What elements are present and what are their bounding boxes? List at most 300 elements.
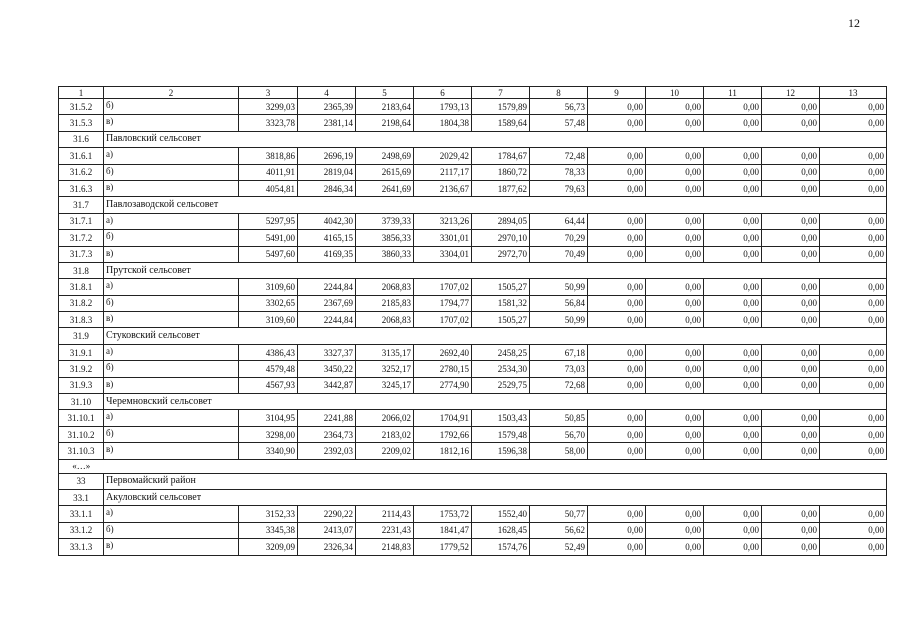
value-cell: 2136,67	[414, 180, 472, 196]
value-cell: 56,70	[530, 426, 588, 442]
value-cell: 1552,40	[472, 506, 530, 522]
district-title: Первомайский район	[104, 473, 887, 489]
value-cell: 0,00	[588, 410, 646, 426]
row-variant-label: в)	[104, 246, 239, 262]
value-cell: 0,00	[762, 522, 820, 538]
value-cell: 56,84	[530, 295, 588, 311]
row-code: 31.8.1	[59, 279, 104, 295]
section-title: Павлозаводской сельсовет	[104, 197, 887, 213]
value-cell: 2780,15	[414, 361, 472, 377]
value-cell: 0,00	[646, 522, 704, 538]
row-variant-label: а)	[104, 148, 239, 164]
value-cell: 2367,69	[298, 295, 356, 311]
value-cell: 50,77	[530, 506, 588, 522]
value-cell: 0,00	[820, 180, 887, 196]
value-cell: 3298,00	[239, 426, 298, 442]
value-cell: 0,00	[762, 377, 820, 393]
column-number-11: 11	[704, 87, 762, 99]
district-code: 33	[59, 473, 104, 489]
section-row	[59, 131, 887, 147]
value-cell: 0,00	[588, 522, 646, 538]
value-cell: 1579,89	[472, 99, 530, 115]
value-cell: 3109,60	[239, 279, 298, 295]
value-cell: 2198,64	[356, 115, 414, 131]
value-cell: 2326,34	[298, 539, 356, 555]
value-cell: 2615,69	[356, 164, 414, 180]
value-cell: 0,00	[762, 506, 820, 522]
value-cell: 2498,69	[356, 148, 414, 164]
value-cell: 2774,90	[414, 377, 472, 393]
value-cell: 3299,03	[239, 99, 298, 115]
row-variant-label: б)	[104, 164, 239, 180]
column-number-2: 2	[104, 87, 239, 99]
value-cell: 0,00	[646, 312, 704, 328]
row-code: 31.7.3	[59, 246, 104, 262]
value-cell: 0,00	[588, 312, 646, 328]
value-cell: 0,00	[820, 344, 887, 360]
value-cell: 0,00	[820, 230, 887, 246]
value-cell: 0,00	[646, 361, 704, 377]
value-cell: 2972,70	[472, 246, 530, 262]
value-cell: 0,00	[820, 164, 887, 180]
column-number-1: 1	[59, 87, 104, 99]
value-cell: 3818,86	[239, 148, 298, 164]
section-code: 31.10	[59, 394, 104, 410]
value-cell: 0,00	[704, 312, 762, 328]
value-cell: 0,00	[588, 344, 646, 360]
row-variant-label: б)	[104, 99, 239, 115]
row-variant-label: а)	[104, 279, 239, 295]
table-row	[59, 99, 887, 115]
value-cell: 3450,22	[298, 361, 356, 377]
value-cell: 2244,84	[298, 279, 356, 295]
row-code: 31.6.2	[59, 164, 104, 180]
value-cell: 0,00	[646, 213, 704, 229]
value-cell: 3323,78	[239, 115, 298, 131]
section-title: Павловский сельсовет	[104, 131, 887, 147]
value-cell: 0,00	[646, 279, 704, 295]
value-cell: 4042,30	[298, 213, 356, 229]
row-variant-label: а)	[104, 410, 239, 426]
value-cell: 5491,00	[239, 230, 298, 246]
value-cell: 2148,83	[356, 539, 414, 555]
value-cell: 72,48	[530, 148, 588, 164]
value-cell: 0,00	[820, 522, 887, 538]
tariff-table	[58, 86, 887, 556]
table-row	[59, 410, 887, 426]
value-cell: 3213,26	[414, 213, 472, 229]
table-row	[59, 279, 887, 295]
value-cell: 1812,16	[414, 443, 472, 459]
section-row	[59, 394, 887, 410]
value-cell: 0,00	[646, 443, 704, 459]
value-cell: 4165,15	[298, 230, 356, 246]
value-cell: 1841,47	[414, 522, 472, 538]
value-cell: 0,00	[646, 295, 704, 311]
row-variant-label: а)	[104, 213, 239, 229]
value-cell: 2117,17	[414, 164, 472, 180]
value-cell: 50,99	[530, 312, 588, 328]
value-cell: 2364,73	[298, 426, 356, 442]
row-variant-label: в)	[104, 539, 239, 555]
value-cell: 0,00	[762, 539, 820, 555]
value-cell: 0,00	[762, 148, 820, 164]
row-variant-label: а)	[104, 344, 239, 360]
value-cell: 4169,35	[298, 246, 356, 262]
value-cell: 2183,02	[356, 426, 414, 442]
row-code: 31.6.1	[59, 148, 104, 164]
value-cell: 0,00	[704, 443, 762, 459]
value-cell: 1505,27	[472, 279, 530, 295]
value-cell: 0,00	[704, 377, 762, 393]
value-cell: 0,00	[704, 246, 762, 262]
table-row	[59, 213, 887, 229]
value-cell: 0,00	[820, 99, 887, 115]
table-row	[59, 246, 887, 262]
value-cell: 2392,03	[298, 443, 356, 459]
value-cell: 0,00	[588, 539, 646, 555]
row-variant-label: в)	[104, 312, 239, 328]
row-code: 31.10.2	[59, 426, 104, 442]
table-body	[59, 99, 887, 556]
value-cell: 0,00	[704, 180, 762, 196]
value-cell: 4567,93	[239, 377, 298, 393]
value-cell: 0,00	[588, 180, 646, 196]
value-cell: 2365,39	[298, 99, 356, 115]
value-cell: 3345,38	[239, 522, 298, 538]
value-cell: 3152,33	[239, 506, 298, 522]
value-cell: 0,00	[820, 295, 887, 311]
value-cell: 0,00	[820, 312, 887, 328]
value-cell: 0,00	[820, 377, 887, 393]
value-cell: 2458,25	[472, 344, 530, 360]
value-cell: 0,00	[588, 115, 646, 131]
value-cell: 0,00	[820, 410, 887, 426]
value-cell: 3245,17	[356, 377, 414, 393]
value-cell: 2209,02	[356, 443, 414, 459]
value-cell: 2066,02	[356, 410, 414, 426]
value-cell: 0,00	[762, 312, 820, 328]
value-cell: 0,00	[588, 99, 646, 115]
row-code: 31.10.3	[59, 443, 104, 459]
row-variant-label: б)	[104, 522, 239, 538]
value-cell: 2641,69	[356, 180, 414, 196]
value-cell: 0,00	[588, 230, 646, 246]
value-cell: 1581,32	[472, 295, 530, 311]
table-row	[59, 180, 887, 196]
value-cell: 2534,30	[472, 361, 530, 377]
row-code: 31.8.3	[59, 312, 104, 328]
row-code: 31.7.2	[59, 230, 104, 246]
value-cell: 2114,43	[356, 506, 414, 522]
value-cell: 52,49	[530, 539, 588, 555]
value-cell: 2819,04	[298, 164, 356, 180]
value-cell: 0,00	[646, 410, 704, 426]
value-cell: 3135,17	[356, 344, 414, 360]
row-variant-label: в)	[104, 180, 239, 196]
value-cell: 0,00	[588, 246, 646, 262]
value-cell: 0,00	[820, 443, 887, 459]
value-cell: 3860,33	[356, 246, 414, 262]
value-cell: 0,00	[820, 213, 887, 229]
value-cell: 2894,05	[472, 213, 530, 229]
value-cell: 56,73	[530, 99, 588, 115]
value-cell: 0,00	[646, 539, 704, 555]
value-cell: 0,00	[704, 148, 762, 164]
section-title: Прутской сельсовет	[104, 262, 887, 278]
value-cell: 4579,48	[239, 361, 298, 377]
column-number-row	[59, 87, 887, 99]
section-row	[59, 262, 887, 278]
value-cell: 0,00	[588, 148, 646, 164]
row-code: 31.6.3	[59, 180, 104, 196]
section-title: Акуловский сельсовет	[104, 489, 887, 505]
row-variant-label: в)	[104, 443, 239, 459]
value-cell: 1753,72	[414, 506, 472, 522]
value-cell: 3739,33	[356, 213, 414, 229]
value-cell: 64,44	[530, 213, 588, 229]
value-cell: 1704,91	[414, 410, 472, 426]
value-cell: 3252,17	[356, 361, 414, 377]
value-cell: 0,00	[762, 344, 820, 360]
value-cell: 0,00	[762, 361, 820, 377]
table-row	[59, 426, 887, 442]
value-cell: 1877,62	[472, 180, 530, 196]
value-cell: 0,00	[762, 230, 820, 246]
value-cell: 0,00	[588, 164, 646, 180]
value-cell: 2529,75	[472, 377, 530, 393]
value-cell: 72,68	[530, 377, 588, 393]
omission-row	[59, 459, 887, 473]
row-code: 31.9.3	[59, 377, 104, 393]
value-cell: 50,85	[530, 410, 588, 426]
section-code: 31.8	[59, 262, 104, 278]
value-cell: 0,00	[820, 115, 887, 131]
section-code: 33.1	[59, 489, 104, 505]
row-variant-label: в)	[104, 115, 239, 131]
value-cell: 1860,72	[472, 164, 530, 180]
value-cell: 0,00	[588, 506, 646, 522]
column-number-4: 4	[298, 87, 356, 99]
value-cell: 2241,88	[298, 410, 356, 426]
value-cell: 0,00	[762, 164, 820, 180]
value-cell: 0,00	[762, 246, 820, 262]
value-cell: 0,00	[704, 213, 762, 229]
value-cell: 0,00	[820, 246, 887, 262]
column-number-5: 5	[356, 87, 414, 99]
value-cell: 0,00	[704, 539, 762, 555]
row-code: 31.7.1	[59, 213, 104, 229]
value-cell: 70,49	[530, 246, 588, 262]
value-cell: 3340,90	[239, 443, 298, 459]
value-cell: 2290,22	[298, 506, 356, 522]
value-cell: 2068,83	[356, 279, 414, 295]
table-row	[59, 522, 887, 538]
value-cell: 79,63	[530, 180, 588, 196]
section-code: 31.6	[59, 131, 104, 147]
value-cell: 58,00	[530, 443, 588, 459]
value-cell: 0,00	[704, 426, 762, 442]
row-code: 31.5.2	[59, 99, 104, 115]
value-cell: 0,00	[588, 361, 646, 377]
value-cell: 1574,76	[472, 539, 530, 555]
row-code: 33.1.2	[59, 522, 104, 538]
table-row	[59, 164, 887, 180]
table-row	[59, 344, 887, 360]
value-cell: 2244,84	[298, 312, 356, 328]
value-cell: 3302,65	[239, 295, 298, 311]
value-cell: 0,00	[704, 295, 762, 311]
row-variant-label: б)	[104, 426, 239, 442]
value-cell: 1793,13	[414, 99, 472, 115]
table-row	[59, 506, 887, 522]
table-row	[59, 148, 887, 164]
value-cell: 0,00	[588, 426, 646, 442]
table-row	[59, 443, 887, 459]
value-cell: 0,00	[762, 410, 820, 426]
row-variant-label: а)	[104, 506, 239, 522]
section-title: Стуковский сельсовет	[104, 328, 887, 344]
row-code: 31.9.1	[59, 344, 104, 360]
column-number-12: 12	[762, 87, 820, 99]
omission-spacer	[104, 459, 887, 473]
value-cell: 0,00	[588, 377, 646, 393]
value-cell: 2068,83	[356, 312, 414, 328]
value-cell: 0,00	[762, 279, 820, 295]
page-number: 12	[848, 16, 860, 30]
value-cell: 67,18	[530, 344, 588, 360]
value-cell: 1579,48	[472, 426, 530, 442]
value-cell: 0,00	[762, 443, 820, 459]
value-cell: 0,00	[588, 279, 646, 295]
value-cell: 0,00	[762, 426, 820, 442]
value-cell: 1779,52	[414, 539, 472, 555]
value-cell: 1596,38	[472, 443, 530, 459]
row-variant-label: в)	[104, 377, 239, 393]
value-cell: 57,48	[530, 115, 588, 131]
value-cell: 2413,07	[298, 522, 356, 538]
value-cell: 0,00	[704, 361, 762, 377]
value-cell: 0,00	[646, 180, 704, 196]
value-cell: 0,00	[704, 279, 762, 295]
value-cell: 5297,95	[239, 213, 298, 229]
value-cell: 3327,37	[298, 344, 356, 360]
value-cell: 1503,43	[472, 410, 530, 426]
value-cell: 4011,91	[239, 164, 298, 180]
value-cell: 0,00	[646, 344, 704, 360]
column-number-10: 10	[646, 87, 704, 99]
district-row	[59, 473, 887, 489]
value-cell: 2183,64	[356, 99, 414, 115]
value-cell: 0,00	[646, 246, 704, 262]
value-cell: 0,00	[704, 410, 762, 426]
value-cell: 1784,67	[472, 148, 530, 164]
value-cell: 0,00	[646, 426, 704, 442]
value-cell: 4386,43	[239, 344, 298, 360]
value-cell: 70,29	[530, 230, 588, 246]
value-cell: 0,00	[646, 230, 704, 246]
section-title: Черемновский сельсовет	[104, 394, 887, 410]
row-variant-label: б)	[104, 295, 239, 311]
section-row	[59, 489, 887, 505]
value-cell: 0,00	[704, 115, 762, 131]
value-cell: 0,00	[820, 426, 887, 442]
value-cell: 0,00	[704, 522, 762, 538]
value-cell: 0,00	[704, 230, 762, 246]
value-cell: 0,00	[646, 99, 704, 115]
table-row	[59, 377, 887, 393]
table-row	[59, 230, 887, 246]
row-code: 31.9.2	[59, 361, 104, 377]
section-code: 31.7	[59, 197, 104, 213]
value-cell: 0,00	[820, 279, 887, 295]
row-variant-label: б)	[104, 361, 239, 377]
value-cell: 2846,34	[298, 180, 356, 196]
value-cell: 0,00	[704, 99, 762, 115]
value-cell: 2692,40	[414, 344, 472, 360]
value-cell: 0,00	[762, 295, 820, 311]
value-cell: 0,00	[762, 115, 820, 131]
value-cell: 0,00	[646, 115, 704, 131]
value-cell: 0,00	[646, 164, 704, 180]
value-cell: 0,00	[588, 295, 646, 311]
row-code: 33.1.1	[59, 506, 104, 522]
value-cell: 0,00	[820, 506, 887, 522]
value-cell: 3304,01	[414, 246, 472, 262]
value-cell: 3301,01	[414, 230, 472, 246]
value-cell: 0,00	[762, 99, 820, 115]
value-cell: 1707,02	[414, 279, 472, 295]
value-cell: 3442,87	[298, 377, 356, 393]
value-cell: 1589,64	[472, 115, 530, 131]
value-cell: 56,62	[530, 522, 588, 538]
value-cell: 3209,09	[239, 539, 298, 555]
table-row	[59, 539, 887, 555]
value-cell: 2970,10	[472, 230, 530, 246]
value-cell: 0,00	[820, 539, 887, 555]
value-cell: 0,00	[646, 506, 704, 522]
value-cell: 0,00	[646, 377, 704, 393]
value-cell: 1707,02	[414, 312, 472, 328]
row-code: 31.5.3	[59, 115, 104, 131]
section-row	[59, 328, 887, 344]
column-number-8: 8	[530, 87, 588, 99]
value-cell: 0,00	[762, 180, 820, 196]
value-cell: 0,00	[704, 506, 762, 522]
value-cell: 2029,42	[414, 148, 472, 164]
value-cell: 1628,45	[472, 522, 530, 538]
row-code: 31.10.1	[59, 410, 104, 426]
row-code: 31.8.2	[59, 295, 104, 311]
value-cell: 1505,27	[472, 312, 530, 328]
value-cell: 3109,60	[239, 312, 298, 328]
value-cell: 78,33	[530, 164, 588, 180]
row-code: 33.1.3	[59, 539, 104, 555]
value-cell: 73,03	[530, 361, 588, 377]
section-code: 31.9	[59, 328, 104, 344]
value-cell: 2185,83	[356, 295, 414, 311]
table-row	[59, 312, 887, 328]
table-row	[59, 361, 887, 377]
value-cell: 1794,77	[414, 295, 472, 311]
value-cell: 3104,95	[239, 410, 298, 426]
value-cell: 0,00	[704, 164, 762, 180]
value-cell: 0,00	[588, 443, 646, 459]
value-cell: 2696,19	[298, 148, 356, 164]
column-number-13: 13	[820, 87, 887, 99]
column-number-6: 6	[414, 87, 472, 99]
row-variant-label: б)	[104, 230, 239, 246]
